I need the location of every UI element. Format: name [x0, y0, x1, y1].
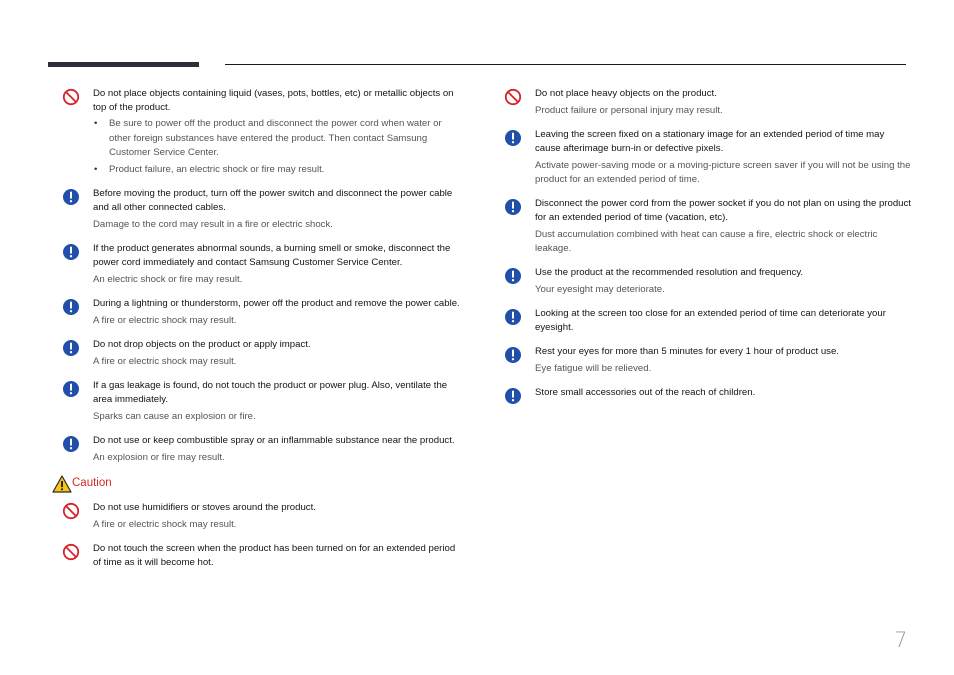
safety-item-consequence: Eye fatigue will be relieved. [535, 363, 652, 374]
safety-item [502, 197, 912, 256]
safety-item [502, 128, 912, 187]
safety-item-consequence: Your eyesight may deteriorate. [535, 284, 665, 295]
safety-item [60, 242, 465, 287]
safety-item-consequence: Dust accumulation combined with heat can cause a fire, electric shock or electric leakage. [535, 229, 878, 254]
safety-item-text: Rest your eyes for more than 5 minutes for every 1 hour of product use. [535, 346, 839, 357]
info-icon [62, 339, 80, 357]
left-items [60, 87, 465, 465]
safety-item [60, 297, 465, 328]
info-icon [504, 198, 522, 216]
info-icon [504, 267, 522, 285]
info-icon [504, 346, 522, 364]
safety-item-text: Looking at the screen too close for an extended period of time can deteriorate your eyesight. [535, 308, 886, 333]
safety-item-text: Do not place objects containing liquid (vases, pots, bottles, etc) or metallic objects on top of the product. [93, 88, 454, 113]
info-icon [62, 435, 80, 453]
safety-item-text: During a lightning or thunderstorm, power off the product and remove the power cable. [93, 298, 460, 309]
safety-item-text: Use the product at the recommended resolution and frequency. [535, 267, 804, 278]
safety-item [502, 87, 912, 118]
info-icon [62, 380, 80, 398]
safety-item-text: Leaving the screen fixed on a stationary image for an extended period of time may cause afterimage burn-in or defective pixels. [535, 129, 885, 154]
safety-item-consequence: Product failure or personal injury may result. [535, 105, 723, 116]
safety-item-text: Disconnect the power cord from the power socket if you do not plan on using the product for an extended period of time (vacation, etc). [535, 198, 911, 223]
caution-warning-icon [52, 475, 72, 493]
left-column [60, 87, 465, 580]
safety-item-text: Do not drop objects on the product or apply impact. [93, 339, 311, 350]
info-icon [504, 308, 522, 326]
safety-item [60, 187, 465, 232]
safety-item-text: If the product generates abnormal sounds, a burning smell or smoke, disconnect the power cord immediately and contact Samsung Customer Service Center. [93, 243, 451, 268]
safety-item [60, 542, 465, 570]
safety-item-text: Do not place heavy objects on the product. [535, 88, 717, 99]
safety-item-consequence: A fire or electric shock may result. [93, 356, 237, 367]
caution-items [60, 501, 465, 570]
safety-item-text: If a gas leakage is found, do not touch the product or power plug. Also, ventilate the area immediately. [93, 380, 448, 405]
info-icon [62, 298, 80, 316]
prohibit-icon [62, 543, 80, 561]
safety-item-consequence: Damage to the cord may result in a fire or electric shock. [93, 219, 333, 230]
safety-item [60, 338, 465, 369]
info-icon [62, 243, 80, 261]
prohibit-icon [504, 88, 522, 106]
right-items [502, 87, 912, 400]
right-column [502, 87, 912, 410]
safety-item [502, 307, 912, 335]
info-icon [504, 387, 522, 405]
prohibit-icon [62, 88, 80, 106]
safety-item-consequence: A fire or electric shock may result. [93, 519, 237, 530]
header-rule [225, 64, 906, 65]
safety-item-text: Do not use humidifiers or stoves around the product. [93, 502, 316, 513]
caution-label: Caution [72, 477, 112, 489]
safety-bullet: • Product failure, an electric shock or fire may result. [109, 163, 465, 178]
safety-item-text: Store small accessories out of the reach of children. [535, 387, 756, 398]
safety-item [502, 345, 912, 376]
safety-item [60, 87, 465, 177]
safety-item [60, 379, 465, 424]
page-number: 7 [894, 628, 908, 652]
safety-item-consequence: A fire or electric shock may result. [93, 315, 237, 326]
safety-item [60, 434, 465, 465]
safety-item [60, 501, 465, 532]
safety-bullet: • Be sure to power off the product and disconnect the power cord when water or other foreign substances have entered the product. Then contact Samsung Customer Service Center. [109, 117, 465, 161]
safety-item-bullets [93, 117, 465, 177]
safety-item-text: Before moving the product, turn off the power switch and disconnect the power cable and all other connected cables. [93, 188, 453, 213]
caution-heading [52, 475, 465, 493]
info-icon [62, 188, 80, 206]
info-icon [504, 129, 522, 147]
safety-item-consequence: An explosion or fire may result. [93, 452, 225, 463]
safety-item [502, 386, 912, 400]
safety-item-consequence: An electric shock or fire may result. [93, 274, 243, 285]
safety-item [502, 266, 912, 297]
safety-item-text: Do not use or keep combustible spray or an inflammable substance near the product. [93, 435, 455, 446]
safety-item-consequence: Activate power-saving mode or a moving-picture screen saver if you will not be using the product for an extended period of time. [535, 160, 911, 185]
safety-item-text: Do not touch the screen when the product has been turned on for an extended period of time as it will become hot. [93, 543, 456, 568]
header-bar-thick [48, 62, 199, 67]
prohibit-icon [62, 502, 80, 520]
safety-item-consequence: Sparks can cause an explosion or fire. [93, 411, 256, 422]
